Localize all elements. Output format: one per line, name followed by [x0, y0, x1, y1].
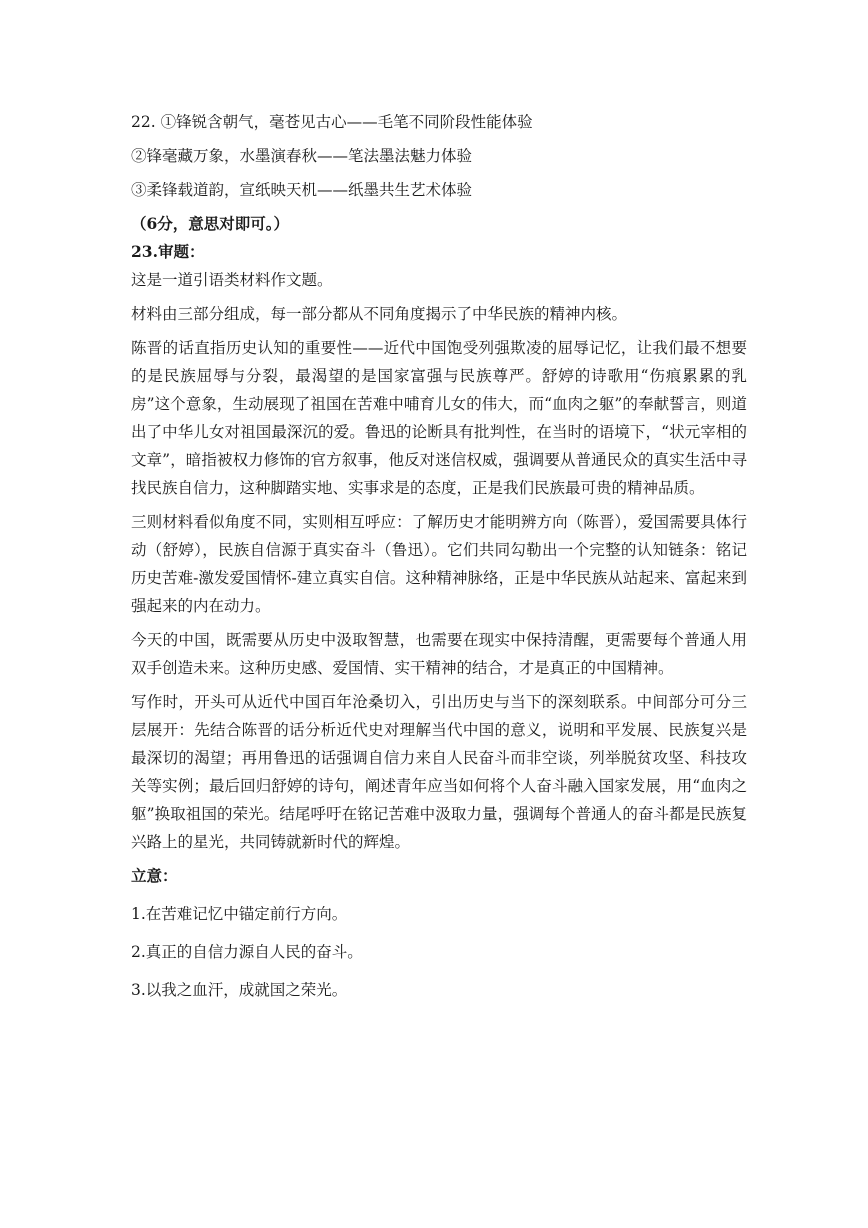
q22-score-note: （6分，意思对即可。） [131, 214, 290, 233]
q22-answer-line-1: 22. ①锋锐含朝气，毫苍见古心——毛笔不同阶段性能体验 [131, 113, 533, 131]
q23-theme-heading: 立意： [131, 866, 178, 885]
q23-paragraph-6: 写作时，开头可从近代中国百年沧桑切入，引出历史与当下的深刻联系。中间部分可分三层展开：先结合陈晋的话分析近代史对理解当代中国的意义，说明和平发展、民族复兴是最深切的渴望；再用鲁迅的话强调自信力来自人民奋斗而非空谈，列举脱贫攻坚、科技攻关等实例；最后回归舒婷的诗句，阐述青年应当如何将个人奋斗融入国家发展，用“血肉之躯”换取祖国的荣光。结尾呼吁在铭记苦难中汲取力量，强调每个普通人的奋斗都是民族复兴路上的星光，共同铸就新时代的辉煌。 [131, 693, 747, 851]
q23-paragraph-5: 今天的中国，既需要从历史中汲取智慧，也需要在现实中保持清醒，更需要每个普通人用双手创造未来。这种历史感、爱国情、实干精神的结合，才是真正的中国精神。 [131, 631, 747, 677]
theme-item-3: 3.以我之血汗，成就国之荣光。 [131, 981, 348, 999]
q23-paragraph-4: 三则材料看似角度不同，实则相互呼应：了解历史才能明辨方向（陈晋），爱国需要具体行动（舒婷），民族自信源于真实奋斗（鲁迅）。它们共同勾勒出一个完整的认知链条：铭记历史苦难-激发爱国情怀-建立真实自信。这种精神脉络，正是中华民族从站起来、富起来到强起来的内在动力。 [131, 513, 747, 615]
q22-answer-line-3: ③柔锋载道韵，宣纸映天机——纸墨共生艺术体验 [131, 181, 473, 199]
theme-item-1: 1.在苦难记忆中锚定前行方向。 [131, 905, 348, 923]
q23-paragraph-3: 陈晋的话直指历史认知的重要性——近代中国饱受列强欺凌的屈辱记忆，让我们最不想要的是民族屈辱与分裂，最渴望的是国家富强与民族尊严。舒婷的诗歌用“伤痕累累的乳房”这个意象，生动展现了祖国在苦难中哺育儿女的伟大，而“血肉之躯”的奉献誓言，则道出了中华儿女对祖国最深沉的爱。鲁迅的论断具有批判性，在当时的语境下，“状元宰相的文章”，暗指被权力修饰的官方叙事，他反对迷信权威，强调要从普通民众的真实生活中寻找民族自信力，这种脚踏实地、实事求是的态度，正是我们民族最可贵的精神品质。 [131, 339, 747, 497]
answer-content [131, 108, 747, 1014]
q22-answer-line-2: ②锋毫藏万象，水墨演春秋——笔法墨法魅力体验 [131, 147, 473, 165]
q23-paragraph-1: 这是一道引语类材料作文题。 [131, 271, 333, 289]
theme-item-2: 2.真正的自信力源自人民的奋斗。 [131, 943, 363, 961]
q23-review-heading: 23.审题： [131, 242, 205, 261]
q23-paragraph-2: 材料由三部分组成，每一部分都从不同角度揭示了中华民族的精神内核。 [131, 305, 628, 323]
